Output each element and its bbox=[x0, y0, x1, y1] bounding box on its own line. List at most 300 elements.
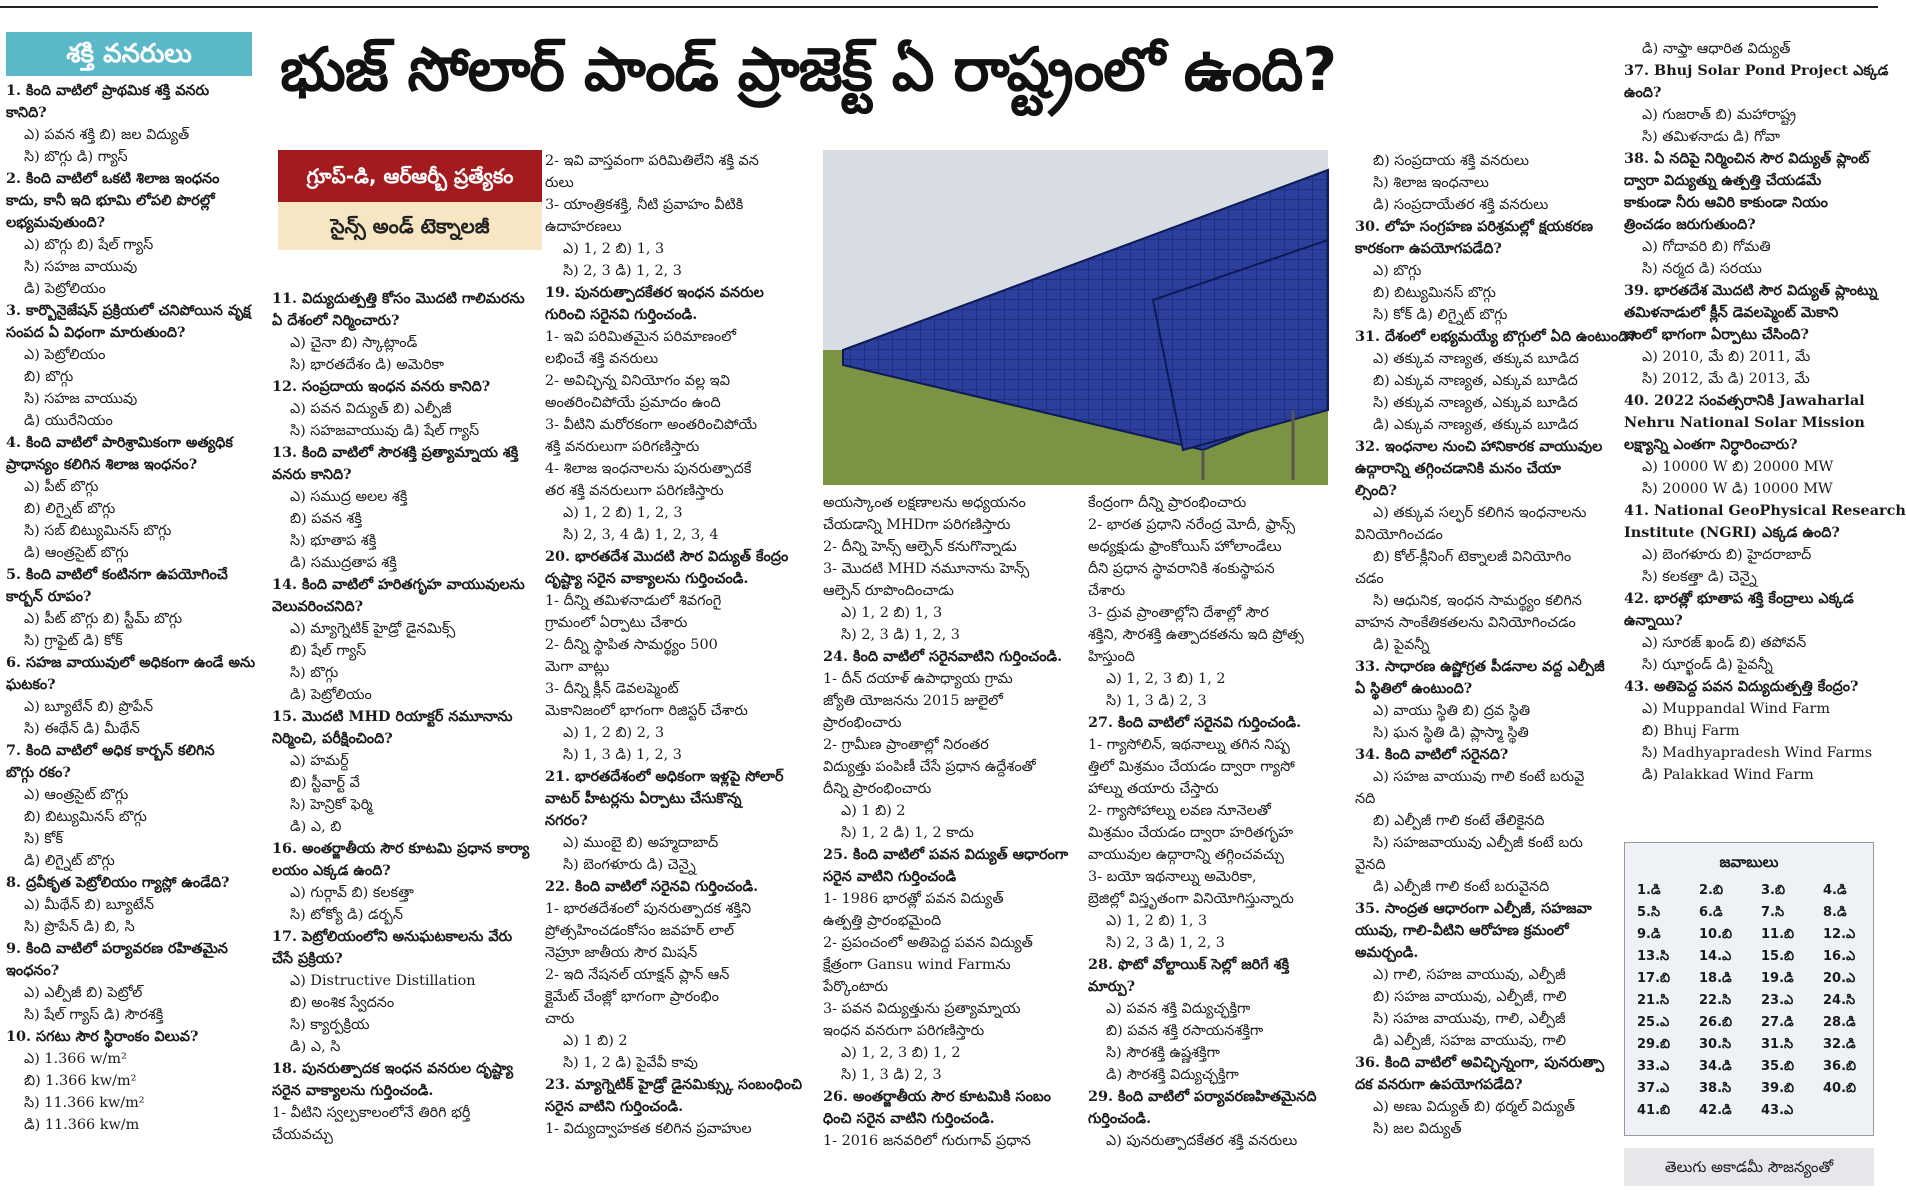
option-line: సి) జల విద్యుత్ bbox=[1373, 1121, 1462, 1137]
question-line: 11. విద్యుదుత్పత్తి కోసం మొదటి గాలిమరను bbox=[272, 290, 525, 307]
answer-cell: 39.బి bbox=[1761, 1081, 1795, 1096]
option-line: బి) అంశిక స్వేదనం bbox=[290, 995, 395, 1011]
statement-line: ఉత్పత్తి ప్రారంభమైంది bbox=[823, 913, 942, 929]
answer-cell: 38.సి bbox=[1699, 1081, 1732, 1096]
statement-line: అయస్కాంత లక్షణాలను అధ్యయనం bbox=[823, 495, 1026, 511]
statement-line: చేశారు bbox=[1088, 583, 1126, 599]
answer-cell: 14.ఎ bbox=[1699, 949, 1732, 964]
statement-line: 1- విద్యుద్వాహకత కలిగిన ప్రవాహుల bbox=[545, 1121, 752, 1137]
option-line: డి) లిగ్నైట్ బొగ్గు bbox=[24, 853, 115, 869]
statement-line: శక్తిని, సౌరశక్తి ఉత్పాదకతను ఇది ప్రోత్స bbox=[1088, 627, 1304, 643]
question-line: 36. కింది వాటిలో అవిచ్ఛిన్నంగా, పునరుత్పా bbox=[1355, 1054, 1605, 1071]
answer-cell: 31.సి bbox=[1761, 1037, 1794, 1052]
question-column-6 bbox=[1355, 150, 1637, 1180]
question-line: ఏ దేశంలో నిర్మించారు? bbox=[272, 312, 400, 329]
statement-line: 2- దీన్ని స్థాపిత సామర్థ్యం 500 bbox=[545, 637, 718, 653]
question-column-1 bbox=[6, 80, 256, 1180]
option-line: ఎ) చైనా బి) స్కాట్లాండ్ bbox=[290, 335, 418, 351]
option-line: బి) కోల్-క్లీనింగ్ టెక్నాలజీ వినియోగిం bbox=[1373, 549, 1572, 565]
answer-cell: 33.ఎ bbox=[1637, 1059, 1670, 1074]
question-line: ప్రాధాన్యం కలిగిన శిలాజ ఇంధనం? bbox=[6, 456, 198, 473]
statement-line: 1- వీటిని స్వల్పకాలంలోనే తిరిగి భర్తీ bbox=[272, 1105, 471, 1121]
statement-line: క్షేత్రంగా Gansu wind Farmను bbox=[823, 957, 1011, 973]
answer-cell: 17.బి bbox=[1637, 971, 1671, 986]
answer-cell: 35.బి bbox=[1761, 1059, 1795, 1074]
question-line: లయం ఎక్కడ ఉంది? bbox=[272, 862, 391, 879]
option-line: సి) భారతదేశం డి) అమెరికా bbox=[290, 357, 444, 373]
statement-line: వినియోగించడం bbox=[1355, 527, 1443, 543]
option-line: ఎ) 2010, మే బి) 2011, మే bbox=[1642, 349, 1811, 365]
statement-line: గ్రామంలో ఏర్పాటు చేశారు bbox=[545, 615, 688, 631]
question-line: ధించి సరైన వాటిని గుర్తించండి. bbox=[823, 1110, 995, 1127]
statement-line: బ్రెజిల్లో విస్తృతంగా వినియోగిస్తున్నారు bbox=[1088, 891, 1294, 907]
option-line: సి) సహజవాయువు ఎల్పీజీ కంటే బరు bbox=[1373, 835, 1583, 851]
option-line: డి) పెట్రోలియం bbox=[290, 687, 372, 703]
question-line: వెలువరించనిది? bbox=[272, 598, 364, 615]
question-line: ఏ స్థితిలో ఉంటుంది? bbox=[1355, 680, 1473, 697]
statement-line: 4- శిలాజ ఇంధనాలను పునరుత్పాదకే bbox=[545, 461, 752, 477]
option-line: బి) సహజ వాయువు, ఎల్పీజీ, గాలి bbox=[1373, 989, 1567, 1005]
question-line: ఉద్గారాన్ని తగ్గించడానికి మనం చేయా bbox=[1355, 460, 1561, 477]
statement-line: నెహ్రూ జాతీయ సౌర మిషన్ bbox=[545, 945, 698, 961]
question-column-3 bbox=[545, 150, 807, 1180]
answer-cell: 23.ఎ bbox=[1761, 993, 1794, 1008]
answer-cell: 42.డి bbox=[1699, 1103, 1732, 1118]
question-line: చేసే ప్రక్రియ? bbox=[272, 950, 343, 967]
question-line: అమర్చండి. bbox=[1355, 944, 1419, 961]
option-line: ఎ) ఆంత్రసైట్ బొగ్గు bbox=[24, 787, 129, 803]
option-line: ఎ) 1, 2 బి) 1, 2, 3 bbox=[563, 505, 683, 521]
statement-line: 1- ఇవి పరిమితమైన పరిమాణంలో bbox=[545, 329, 737, 345]
option-line: ఎ) పవన శక్తి బి) జల విద్యుత్ bbox=[24, 127, 190, 143]
section-tag: శక్తి వనరులు bbox=[6, 32, 252, 76]
option-line: సి) 2, 3 డి) 1, 2, 3 bbox=[563, 263, 682, 279]
statement-line: 3- యాంత్రికశక్తి, నీటి ప్రవాహం వీటికి bbox=[545, 197, 744, 213]
question-line: ద్వారా విద్యుత్ను ఉత్పత్తి చేయడమే bbox=[1624, 172, 1822, 189]
answer-cell: 40.బి bbox=[1823, 1081, 1857, 1096]
option-line: ఎ) మ్యాగ్నెటిక్ హైడ్రో డైనమిక్స్ bbox=[290, 621, 456, 637]
option-line: ఎ) 1, 2 బి) 1, 3 bbox=[841, 605, 943, 621]
option-line: సి) కోక్ డి) లిగ్నైట్ బొగ్గు bbox=[1373, 307, 1508, 323]
question-column-4 bbox=[823, 492, 1073, 1180]
answer-cell: 11.బి bbox=[1761, 927, 1795, 942]
question-line: లక్ష్యాన్ని ఎంతగా నిర్ధారించారు? bbox=[1624, 436, 1798, 453]
statement-line: చడం bbox=[1355, 571, 1384, 587]
statement-line: త్తిలో మిశ్రమం చేయడం ద్వారా గ్యాసో bbox=[1088, 759, 1295, 775]
answer-cell bbox=[1811, 1101, 1873, 1123]
option-line: ఎ) గోదావరి బి) గోమతి bbox=[1642, 239, 1771, 255]
option-line: ఎ) గాలి, సహజ వాయువు, ఎల్పీజీ bbox=[1373, 967, 1566, 983]
question-line: 32. ఇంధనాల నుంచి హానికారక వాయువుల bbox=[1355, 438, 1603, 455]
statement-line: 1- భారతదేశంలో పునరుత్పాదక శక్తిని bbox=[545, 901, 752, 917]
option-line: ఎ) 1 బి) 2 bbox=[841, 803, 906, 819]
option-line: డి) సంప్రదాయేతర శక్తి వనరులు bbox=[1373, 197, 1549, 213]
answer-row bbox=[1625, 903, 1873, 925]
option-line: సి) సహజ వాయువు, గాలి, ఎల్పీజీ bbox=[1373, 1011, 1566, 1027]
option-line: ఎ) 1, 2 బి) 1, 3 bbox=[1106, 913, 1208, 929]
option-line: సి) సహజవాయువు డి) షేల్ గ్యాస్ bbox=[290, 423, 480, 439]
option-line: సి) ప్రొపేన్ డి) బి, సి bbox=[24, 919, 135, 935]
answer-cell: 21.సి bbox=[1637, 993, 1670, 1008]
answer-cell: 4.డి bbox=[1823, 883, 1847, 898]
statement-line: 1- 1986 భారత్లో పవన విద్యుత్ bbox=[823, 891, 1004, 907]
question-line: 19. పునరుత్పాదకేతర ఇంధన వనరుల bbox=[545, 284, 764, 301]
answer-cell: 37.ఎ bbox=[1637, 1081, 1670, 1096]
option-line: బి) షేల్ గ్యాస్ bbox=[290, 643, 367, 659]
option-line: ఎ) 1, 2 బి) 1, 3 bbox=[563, 241, 665, 257]
answer-cell: 8.డి bbox=[1823, 905, 1847, 920]
option-line: బి) బిట్యుమినస్ బొగ్గు bbox=[1373, 285, 1496, 301]
answer-cell: 7.సి bbox=[1761, 905, 1785, 920]
question-line: త్రించడం జరుగుతుంది? bbox=[1624, 216, 1756, 233]
credit-line: తెలుగు అకాడమీ సౌజన్యంతో bbox=[1624, 1148, 1874, 1186]
question-line: మార్పు? bbox=[1088, 978, 1135, 995]
option-line: సి) 20000 W డి) 10000 MW bbox=[1642, 481, 1833, 497]
option-line: సి) బొగ్గు డి) గ్యాస్ bbox=[24, 149, 128, 165]
question-line: 2. కింది వాటిలో ఒకటి శిలాజ ఇంధనం bbox=[6, 170, 220, 187]
answer-cell: 12.ఎ bbox=[1823, 927, 1856, 942]
question-line: బొగ్గు రకం? bbox=[6, 764, 71, 781]
question-column-5 bbox=[1088, 492, 1338, 1180]
statement-line: 3- పవన విద్యుత్తును ప్రత్యామ్నాయ bbox=[823, 1001, 1021, 1017]
question-line: 14. కింది వాటిలో హరితగృహ వాయువులను bbox=[272, 576, 525, 593]
page-headline: భుజ్ సోలార్ పాండ్ ప్రాజెక్ట్ ఏ రాష్ట్రంలో ఉంది? bbox=[280, 35, 1337, 105]
statement-line: ప్రోత్సహించడంకోసం జవహర్ లాల్ bbox=[545, 923, 735, 939]
option-line: బి) బిట్యుమినస్ బొగ్గు bbox=[24, 809, 147, 825]
option-line: బి) ఎల్పీజీ గాలి కంటే తేలికైనది bbox=[1373, 813, 1545, 829]
question-line: Nehru National Solar Mission bbox=[1624, 414, 1865, 431]
option-line: ఎ) పెట్రోలియం bbox=[24, 347, 106, 363]
option-line: ఎ) 1, 2, 3 బి) 1, 2 bbox=[1106, 671, 1226, 687]
option-line: ఎ) తక్కువ నాణ్యత, తక్కువ బూడిద bbox=[1373, 351, 1579, 367]
option-line: ఎ) బొగ్గు bbox=[1373, 263, 1422, 279]
question-line: వాటర్ హీటర్లను ఏర్పాటు చేసుకొన్న bbox=[545, 790, 742, 807]
answer-cell: 25.ఎ bbox=[1637, 1015, 1670, 1030]
answer-cell: 43.ఎ bbox=[1761, 1103, 1794, 1118]
option-line: ఎ) పీట్ బొగ్గు bbox=[24, 479, 99, 495]
option-line: డి) ఎల్పీజీ, సహజ వాయువు, గాలి bbox=[1373, 1033, 1567, 1049]
answer-key-table bbox=[1625, 881, 1873, 1123]
answer-cell: 10.బి bbox=[1699, 927, 1733, 942]
question-line: 43. అతిపెద్ద పవన విద్యుదుత్పత్తి కేంద్రం? bbox=[1624, 678, 1859, 695]
question-line: సరైన వాటిని గుర్తించండి bbox=[823, 868, 957, 885]
answer-key bbox=[1624, 842, 1874, 1136]
question-line: దక వనరుగా ఉపయోగపడేది? bbox=[1355, 1076, 1523, 1093]
statement-line: 2- భారత ప్రధాని నరేంద్ర మోదీ, ఫ్రాన్స్ bbox=[1088, 517, 1296, 533]
option-line: ఎ) సూరజ్ ఖండ్ బి) తపోవన్ bbox=[1642, 635, 1807, 651]
option-line: సి) నర్మద డి) సరయు bbox=[1642, 261, 1762, 277]
option-line: డి) పైవన్నీ bbox=[1373, 637, 1430, 653]
statement-line: 1- దీన్ దయాళ్ ఉపాధ్యాయ గ్రామ bbox=[823, 671, 1013, 687]
answer-cell: 3.బి bbox=[1761, 883, 1786, 898]
statement-line: 1- 2016 జనవరిలో గురుగావ్ ప్రధాన bbox=[823, 1133, 1031, 1149]
question-line: ఇంధనం? bbox=[6, 962, 60, 979]
question-line: దృష్ట్యా సరైన వాక్యాలను గుర్తించండి. bbox=[545, 570, 749, 587]
statement-line: మెగా వాట్లు bbox=[545, 659, 610, 675]
answer-cell: 27.డి bbox=[1761, 1015, 1794, 1030]
statement-line: విద్యుత్తు పంపిణీ చేసే ప్రధాన ఉద్దేశంతో bbox=[823, 759, 1036, 775]
option-line: ఎ) హమర్ద్ bbox=[290, 753, 349, 769]
answer-cell: 20.ఎ bbox=[1823, 971, 1856, 986]
answer-cell: 16.ఎ bbox=[1823, 949, 1856, 964]
answer-cell: 34.డి bbox=[1699, 1059, 1732, 1074]
option-line: ఎ) ఎల్పీజీ బి) పెట్రోల్ bbox=[24, 985, 143, 1001]
badge-exam-label: గ్రూప్-డి, ఆర్ఆర్బీ ప్రత్యేకం bbox=[278, 150, 542, 202]
option-line: సి) 2, 3 డి) 1, 2, 3 bbox=[841, 627, 960, 643]
option-line: సి) Madhyapradesh Wind Farms bbox=[1642, 745, 1873, 761]
option-line: సి) క్యార్పక్రియ bbox=[290, 1017, 370, 1033]
question-line: 3. కార్బొనైజేషన్ ప్రక్రియలో చనిపోయిన వృక్ష bbox=[6, 302, 251, 319]
question-line: 16. అంతర్జాతీయ సౌర కూటమి ప్రధాన కార్యా bbox=[272, 840, 530, 857]
question-line: 41. National GeoPhysical Research bbox=[1624, 502, 1906, 519]
option-line: ఎ) సహజ వాయువు గాలి కంటే బరువై bbox=[1373, 769, 1585, 785]
question-line: 39. భారతదేశ మొదటి సౌర విద్యుత్ ప్లాంట్ను bbox=[1624, 282, 1878, 299]
question-line: 26. అంతర్జాతీయ సౌర కూటమికి సంబం bbox=[823, 1088, 1051, 1105]
option-line: బి) స్టీవార్ట్ వే bbox=[290, 775, 360, 791]
option-line: సి) సహజ వాయువు bbox=[24, 391, 138, 407]
option-line: ఎ) తక్కువ సల్ఫర్ కలిగిన ఇంధనాలను bbox=[1373, 505, 1587, 521]
statement-line: ఆల్పెన్ రూపొందించాడు bbox=[823, 583, 954, 599]
option-line: ఎ) Distructive Distillation bbox=[290, 973, 476, 989]
option-line: సి) బెంగళూరు డి) చెన్నై bbox=[563, 857, 696, 873]
question-line: కాదు, కానీ ఇది భూమి లోపలి పొరల్లో bbox=[6, 192, 215, 209]
answer-cell: 32.డి bbox=[1823, 1037, 1856, 1052]
option-line: సి) 1, 3 డి) 1, 2, 3 bbox=[563, 747, 682, 763]
badge-subject-label: సైన్స్ అండ్ టెక్నాలజీ bbox=[278, 202, 542, 250]
question-line: 25. కింది వాటిలో పవన విద్యుత్ ఆధారంగా bbox=[823, 846, 1069, 863]
option-line: ఎ) బ్యూటేన్ బి) ప్రొపేన్ bbox=[24, 699, 154, 715]
option-line: ఎ) 1, 2, 3 బి) 1, 2 bbox=[841, 1045, 961, 1061]
answer-row bbox=[1625, 1079, 1873, 1101]
option-line: ఎ) అణు విద్యుత్ బి) థర్మల్ విద్యుత్ bbox=[1373, 1099, 1575, 1115]
option-line: సి) సౌరశక్తి ఉష్ణశక్తిగా bbox=[1106, 1045, 1220, 1061]
statement-line: 2- గ్రామీణ ప్రాంతాల్లో నిరంతర bbox=[823, 737, 989, 753]
answer-cell: 29.బి bbox=[1637, 1037, 1671, 1052]
option-line: డి) ఎ, బి bbox=[290, 819, 342, 835]
question-line: 40. 2022 సంవత్సరానికి Jawaharlal bbox=[1624, 392, 1865, 409]
question-line: 22. కింది వాటిలో సరైనవి గుర్తించండి. bbox=[545, 878, 759, 895]
question-line: 21. భారతదేశంలో అధికంగా ఇళ్లపై సోలార్ bbox=[545, 768, 784, 785]
statement-line: చేయడాన్ని MHDగా పరిగణిస్తారు bbox=[823, 517, 1011, 533]
top-rule bbox=[0, 6, 1878, 8]
option-line: డి) 11.366 kw/m bbox=[24, 1117, 140, 1133]
answer-row bbox=[1625, 1057, 1873, 1079]
option-line: సి) కోక్ bbox=[24, 831, 63, 847]
answer-row bbox=[1625, 991, 1873, 1013]
statement-line: చేయవచ్చు bbox=[272, 1127, 333, 1143]
answer-row bbox=[1625, 969, 1873, 991]
option-line: సి) ఝార్ఖండ్ డి) పైవన్నీ bbox=[1642, 657, 1773, 673]
option-line: సి) 11.366 kw/m² bbox=[24, 1095, 145, 1111]
option-line: సి) 1, 3 డి) 2, 3 bbox=[841, 1067, 942, 1083]
option-line: డి) నాఫ్తా ఆధారిత విద్యుత్ bbox=[1642, 41, 1791, 57]
question-line: సంపద ఏ విధంగా మారుతుంది? bbox=[6, 324, 186, 341]
question-line: కాకుండా నీరు ఆవిరి కాకుండా నియం bbox=[1624, 194, 1828, 211]
option-line: డి) ఎల్పీజీ గాలి కంటే బరువైనది bbox=[1373, 879, 1550, 895]
option-line: ఎ) Muppandal Wind Farm bbox=[1642, 701, 1830, 717]
option-line: డి) సముద్రతాప శక్తి bbox=[290, 555, 397, 571]
statement-line: ప్రారంభించారు bbox=[823, 715, 902, 731]
statement-line: ఇంధన వనరుగా పరిగణిస్తారు bbox=[823, 1023, 985, 1039]
option-line: ఎ) పవన విద్యుత్ బి) ఎల్పీజీ bbox=[290, 401, 452, 417]
option-line: సి) షేల్ గ్యాస్ డి) సౌరశక్తి bbox=[24, 1007, 164, 1023]
statement-line: 3- దీన్ని క్లీన్ డెవలప్మెంట్ bbox=[545, 681, 679, 697]
question-line: 7. కింది వాటిలో అధిక కార్బన్ కలిగిన bbox=[6, 742, 215, 759]
option-line: ఎ) ముంబై బి) అహ్మదాబాద్ bbox=[563, 835, 719, 851]
question-line: కారకంగా ఉపయోగపడేది? bbox=[1355, 240, 1502, 257]
answer-row bbox=[1625, 1013, 1873, 1035]
statement-line: 3- మొదటి MHD నమూనాను హెన్స్ bbox=[823, 561, 1030, 577]
question-line: సరైన వాక్యాలను గుర్తించండి. bbox=[272, 1082, 434, 1099]
question-line: 15. మొదటి MHD రియాక్టర్ నమూనాను bbox=[272, 708, 513, 725]
option-line: బి) 1.366 kw/m² bbox=[24, 1073, 137, 1089]
statement-line: 2- ఇది నేషనల్ యాక్షన్ ప్లాన్ ఆన్ bbox=[545, 967, 730, 983]
answer-cell: 13.సి bbox=[1637, 949, 1670, 964]
option-line: సి) 2, 3 డి) 1, 2, 3 bbox=[1106, 935, 1225, 951]
option-line: ఎ) పీట్ బొగ్గు బి) స్టీమ్ బొగ్గు bbox=[24, 611, 183, 627]
question-line: తమిళనాడులో క్లీన్ డెవలప్మెంట్ మెకాని bbox=[1624, 304, 1839, 321]
statement-line: 1- గ్యాసోలిన్, ఇథనాల్ను తగిన నిష్ప bbox=[1088, 737, 1290, 753]
option-line: ఎ) వాయు స్థితి బి) ద్రవ స్థితి bbox=[1373, 703, 1531, 719]
option-line: సి) భూతాప శక్తి bbox=[290, 533, 377, 549]
option-line: సి) 1, 3 డి) 2, 3 bbox=[1106, 693, 1207, 709]
answer-cell: 22.సి bbox=[1699, 993, 1732, 1008]
statement-line: లభించే శక్తి వనరులు bbox=[545, 351, 659, 367]
answer-cell: 19.డి bbox=[1761, 971, 1794, 986]
option-line: బి) బొగ్గు bbox=[24, 369, 74, 385]
question-line: 23. మ్యాగ్నెటిక్ హైడ్రో డైనమిక్స్కు సంబంధించి bbox=[545, 1076, 802, 1093]
question-line: 5. కింది వాటిలో కంటినగా ఉపయోగించే bbox=[6, 566, 228, 583]
answer-cell: 26.బి bbox=[1699, 1015, 1733, 1030]
question-line: వనరు కానిది? bbox=[272, 466, 352, 483]
question-line: 34. కింది వాటిలో సరైనది? bbox=[1355, 746, 1509, 763]
option-line: ఎ) గుర్గావ్ బి) కలకత్తా bbox=[290, 885, 414, 901]
statement-line: 2- దీన్ని హెన్స్ ఆల్పెన్ కనుగొన్నాడు bbox=[823, 539, 1017, 555]
option-line: డి) ఎక్కువ నాణ్యత, తక్కువ బూడిద bbox=[1373, 417, 1579, 433]
option-line: డి) పెట్రోలియం bbox=[24, 281, 106, 297]
question-line: నగరం? bbox=[545, 812, 588, 829]
answer-cell: 1.డి bbox=[1637, 883, 1661, 898]
exam-badge bbox=[278, 150, 542, 250]
option-line: డి) Palakkad Wind Farm bbox=[1642, 767, 1814, 783]
statement-line: 3- బయో ఇథనాల్ను అమెరికా, bbox=[1088, 869, 1257, 885]
question-line: ఘటకం? bbox=[6, 676, 56, 693]
answer-row bbox=[1625, 925, 1873, 947]
question-line: 24. కింది వాటిలో సరైనవాటిని గుర్తించండి. bbox=[823, 648, 1063, 665]
statement-line: కేంద్రంగా దీన్ని ప్రారంభించారు bbox=[1088, 495, 1247, 511]
option-line: ఎ) సముద్ర అలల శక్తి bbox=[290, 489, 408, 505]
option-line: ఎ) పునరుత్పాదకేతర శక్తి వనరులు bbox=[1106, 1133, 1298, 1149]
question-line: 30. లోహ సంగ్రహణ పరిశ్రమల్లో క్షయకరణ bbox=[1355, 218, 1593, 235]
statement-line: దీన్ని ప్రారంభించారు bbox=[823, 781, 932, 797]
question-line: లభ్యమవుతుంది? bbox=[6, 214, 106, 231]
question-line: సరైన వాటిని గుర్తించండి. bbox=[545, 1098, 684, 1115]
statement-line: మిశ్రమం చేయడం ద్వారా హరితగృహ bbox=[1088, 825, 1294, 841]
option-line: సి) 1, 2 డి) పైవేవీ కావు bbox=[563, 1055, 698, 1071]
statement-line: జ్యోతి యోజనను 2015 జులైలో bbox=[823, 693, 1003, 709]
question-line: 20. భారతదేశ మొదటి సౌర విద్యుత్ కేంద్రం bbox=[545, 548, 789, 565]
option-line: డి) ఆంత్రసైట్ బొగ్గు bbox=[24, 545, 129, 561]
question-line: కానిది? bbox=[6, 104, 47, 121]
option-line: బి) పవన శక్తి రసాయనశక్తిగా bbox=[1106, 1023, 1264, 1039]
question-column-7 bbox=[1624, 38, 1906, 838]
question-line: 17. పెట్రోలియంలోని అనుఘటకాలను వేరు bbox=[272, 928, 513, 945]
option-line: సి) ఘన స్థితి డి) ప్లాస్మా స్థితి bbox=[1373, 725, 1529, 741]
statement-line: పేర్కొంటారు bbox=[823, 979, 888, 995]
question-line: ఉంది? bbox=[1624, 84, 1662, 101]
question-column-2 bbox=[272, 288, 530, 1180]
answer-cell: 36.బి bbox=[1823, 1059, 1857, 1074]
option-line: ఎ) 1.366 w/m² bbox=[24, 1051, 127, 1067]
solar-panel-photo bbox=[823, 150, 1328, 485]
statement-line: దీని ప్రధాన స్థావరానికి శంకుస్థాపన bbox=[1088, 561, 1275, 577]
option-line: సి) ఆధునిక, ఇంధన సామర్థ్యం కలిగిన bbox=[1373, 593, 1582, 609]
answer-row bbox=[1625, 1035, 1873, 1057]
question-line: 12. సంప్రదాయ ఇంధన వనరు కానిది? bbox=[272, 378, 491, 395]
answer-cell: 15.బి bbox=[1761, 949, 1795, 964]
question-line: 1. కింది వాటిలో ప్రాథమిక శక్తి వనరు bbox=[6, 82, 210, 99]
option-line: సి) కలకత్తా డి) చెన్నై bbox=[1642, 569, 1757, 585]
option-line: బి) పవన శక్తి bbox=[290, 511, 362, 527]
statement-line: హాల్ను తయారు చేస్తారు bbox=[1088, 781, 1219, 797]
question-line: 4. కింది వాటిలో పారిశ్రామికంగా అత్యధిక bbox=[6, 434, 233, 451]
question-line: 31. దేశంలో లభ్యమయ్యే బొగ్గులో ఏది ఉంటుంది? bbox=[1355, 328, 1637, 345]
question-line: 28. ఫొటో వోల్టాయిక్ సెల్లో జరిగే శక్తి bbox=[1088, 956, 1290, 973]
statement-line: వాయువుల ఉద్గారాన్ని తగ్గించవచ్చు bbox=[1088, 847, 1284, 863]
option-line: బి) Bhuj Farm bbox=[1642, 723, 1740, 739]
question-line: 29. కింది వాటిలో పర్యావరణహితమైనది bbox=[1088, 1088, 1317, 1105]
option-line: సి) సహజ వాయువు bbox=[24, 259, 138, 275]
answer-cell: 41.బి bbox=[1637, 1103, 1671, 1118]
answer-row bbox=[1625, 1101, 1873, 1123]
question-line: జంలో భాగంగా ఏర్పాటు చేసింది? bbox=[1624, 326, 1809, 343]
question-line: Institute (NGRI) ఎక్కడ ఉంది? bbox=[1624, 524, 1840, 541]
statement-line: అంతరించిపోయే ప్రమాదం ఉంది bbox=[545, 395, 721, 411]
option-line: సి) సబ్ బిట్యుమినస్ బొగ్గు bbox=[24, 523, 172, 539]
option-line: సి) 2012, మే డి) 2013, మే bbox=[1642, 371, 1810, 387]
option-line: ఎ) గుజరాత్ బి) మహారాష్ట్ర bbox=[1642, 107, 1797, 123]
answer-key-title: జవాబులు bbox=[1719, 853, 1779, 871]
question-line: 37. Bhuj Solar Pond Project ఎక్కడ bbox=[1624, 62, 1889, 79]
statement-line: 2- అవిచ్ఛిన్న వినియోగం వల్ల ఇవి bbox=[545, 373, 730, 389]
question-line: కార్బన్ రూపం? bbox=[6, 588, 92, 605]
option-line: ఎ) 1, 2 బి) 2, 3 bbox=[563, 725, 665, 741]
question-line: యువు, గాలి-వీటిని ఆరోహణ క్రమంలో bbox=[1355, 922, 1569, 939]
option-line: సి) హెన్రికో ఫెర్మి bbox=[290, 797, 373, 813]
option-line: సి) గ్రాఫైట్ డి) కోక్ bbox=[24, 633, 123, 649]
option-line: డి) సౌరశక్తి విద్యుచ్ఛక్తిగా bbox=[1106, 1067, 1239, 1083]
statement-line: 3- వీటిని మరోరకంగా అంతరించిపోయే bbox=[545, 417, 758, 433]
question-line: నిర్మించి, పరీక్షించింది? bbox=[272, 730, 393, 747]
option-line: సి) ఈథేన్ డి) మీథేన్ bbox=[24, 721, 140, 737]
question-line: 33. సాధారణ ఉష్ణోగ్రత పీడనాల వద్ద ఎల్పీజీ bbox=[1355, 658, 1605, 675]
statement-line: వైనది bbox=[1355, 857, 1386, 873]
answer-cell: 18.డి bbox=[1699, 971, 1732, 986]
question-line: గురించి సరైనవి గుర్తించండి. bbox=[545, 306, 698, 323]
option-line: సి) బొగ్గు bbox=[290, 665, 339, 681]
statement-line: 2- ప్రపంచంలో అతిపెద్ద పవన విద్యుత్ bbox=[823, 935, 1033, 951]
statement-line: రులు bbox=[545, 175, 574, 191]
statement-line: హిస్తుంది bbox=[1088, 649, 1135, 665]
question-line: 18. పునరుత్పాదక ఇంధన వనరుల దృష్ట్యా bbox=[272, 1060, 514, 1077]
option-line: డి) యురేనియం bbox=[24, 413, 113, 429]
answer-cell: 28.డి bbox=[1823, 1015, 1856, 1030]
statement-line: శక్తి వనరులుగా పరిగణిస్తారు bbox=[545, 439, 700, 455]
answer-cell: 6.డి bbox=[1699, 905, 1723, 920]
answer-row bbox=[1625, 947, 1873, 969]
option-line: ఎ) 10000 W బి) 20000 MW bbox=[1642, 459, 1834, 475]
option-line: ఎ) బెంగళూరు బి) హైదరాబాద్ bbox=[1642, 547, 1812, 563]
